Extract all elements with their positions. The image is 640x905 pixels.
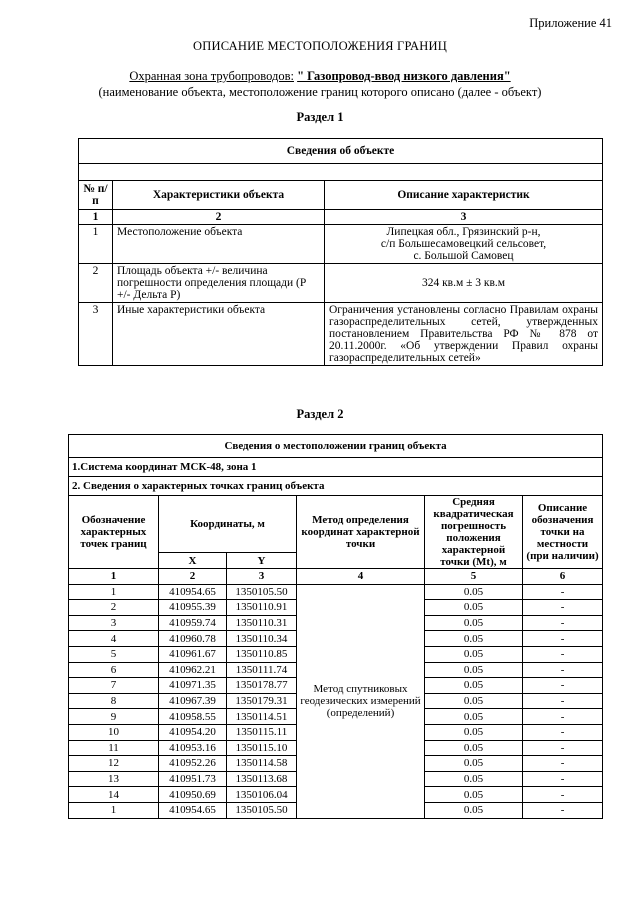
point-description: - — [523, 724, 603, 740]
point-description: - — [523, 600, 603, 616]
point-description: - — [523, 646, 603, 662]
point-description: - — [523, 584, 603, 600]
coord-y: 1350110.31 — [227, 615, 297, 631]
appendix-label: Приложение 41 — [529, 16, 612, 30]
col-number: 1 — [79, 210, 113, 225]
object-info-table — [78, 138, 603, 366]
coord-y: 1350114.51 — [227, 709, 297, 725]
coord-x: 410950.69 — [159, 787, 227, 803]
page-title: ОПИСАНИЕ МЕСТОПОЛОЖЕНИЯ ГРАНИЦ — [193, 39, 447, 53]
accuracy-value: 0.05 — [425, 662, 523, 678]
point-description: - — [523, 709, 603, 725]
coord-y: 1350110.85 — [227, 646, 297, 662]
header-coords: Координаты, м — [159, 496, 297, 553]
coord-x: 410951.73 — [159, 771, 227, 787]
row-num: 1 — [79, 225, 113, 264]
point-id: 7 — [69, 678, 159, 694]
point-description: - — [523, 693, 603, 709]
point-id: 8 — [69, 693, 159, 709]
point-id: 1 — [69, 802, 159, 818]
object-table-spacer — [79, 164, 603, 181]
coord-y: 1350115.11 — [227, 724, 297, 740]
zone-prefix: Охранная зона трубопроводов: — [129, 69, 294, 83]
coord-y: 1350111.74 — [227, 662, 297, 678]
point-description: - — [523, 802, 603, 818]
coord-y: 1350113.68 — [227, 771, 297, 787]
point-id: 1 — [69, 584, 159, 600]
accuracy-value: 0.05 — [425, 646, 523, 662]
section-2-title: Раздел 2 — [296, 407, 344, 421]
accuracy-value: 0.05 — [425, 787, 523, 803]
point-id: 11 — [69, 740, 159, 756]
point-description: - — [523, 740, 603, 756]
col-number: 6 — [523, 569, 603, 585]
coord-x: 410958.55 — [159, 709, 227, 725]
point-id: 6 — [69, 662, 159, 678]
row-num: 2 — [79, 264, 113, 303]
zone-note: (наименование объекта, местоположение границ которого описано (далее - объект) — [98, 85, 542, 99]
point-id: 12 — [69, 756, 159, 772]
col-number: 3 — [227, 569, 297, 585]
location-line: с. Большой Самовец — [413, 250, 514, 262]
boundary-table-title: Сведения о местоположении границ объекта — [69, 435, 603, 458]
accuracy-value: 0.05 — [425, 709, 523, 725]
header-accuracy: Средняя квадратическая погрешность положения характерной точки (Mt), м — [425, 496, 523, 569]
header-y: Y — [227, 553, 297, 569]
row-characteristic: Иные характеристики объекта — [113, 303, 325, 366]
accuracy-value: 0.05 — [425, 584, 523, 600]
location-line: Липецкая обл., Грязинский р-н, — [386, 226, 541, 238]
accuracy-value: 0.05 — [425, 600, 523, 616]
point-description: - — [523, 756, 603, 772]
coord-x: 410961.67 — [159, 646, 227, 662]
coord-y: 1350179.31 — [227, 693, 297, 709]
coord-x: 410953.16 — [159, 740, 227, 756]
table-row — [79, 264, 603, 303]
header-point-description: Описание обозначения точки на местности (при наличии) — [523, 496, 603, 569]
point-description: - — [523, 678, 603, 694]
coord-y: 1350114.58 — [227, 756, 297, 772]
zone-line — [0, 69, 640, 84]
point-id: 3 — [69, 615, 159, 631]
accuracy-value: 0.05 — [425, 802, 523, 818]
row-description: 324 кв.м ± 3 кв.м — [325, 264, 603, 303]
coord-y: 1350110.91 — [227, 600, 297, 616]
coord-x: 410971.35 — [159, 678, 227, 694]
col-number: 3 — [325, 210, 603, 225]
accuracy-value: 0.05 — [425, 678, 523, 694]
row-description — [325, 225, 603, 264]
coord-y: 1350106.04 — [227, 787, 297, 803]
table-row — [79, 225, 603, 264]
point-id: 9 — [69, 709, 159, 725]
header-point: Обозначение характерных точек границ — [69, 496, 159, 569]
point-id: 14 — [69, 787, 159, 803]
coord-y: 1350115.10 — [227, 740, 297, 756]
accuracy-value: 0.05 — [425, 693, 523, 709]
location-line: с/п Большесамовецкий сельсовет, — [380, 238, 547, 250]
coord-y: 1350110.34 — [227, 631, 297, 647]
accuracy-value: 0.05 — [425, 740, 523, 756]
row-num: 3 — [79, 303, 113, 366]
row-description: Ограничения установлены согласно Правилам охраны газораспределительных сетей, утвержденных постановлением Правительства РФ № 878 от 20.11.2000г. «Об утверждении Правил охраны газораспределительных сетей» — [325, 303, 603, 366]
row-characteristic: Площадь объекта +/- величина погрешности определения площади (Р +/- Дельта Р) — [113, 264, 325, 303]
table-row — [79, 303, 603, 366]
coord-x: 410954.65 — [159, 802, 227, 818]
object-table-title: Сведения об объекте — [79, 139, 603, 164]
accuracy-value: 0.05 — [425, 615, 523, 631]
point-id: 4 — [69, 631, 159, 647]
coord-x: 410959.74 — [159, 615, 227, 631]
point-description: - — [523, 787, 603, 803]
point-id: 2 — [69, 600, 159, 616]
point-id: 10 — [69, 724, 159, 740]
accuracy-value: 0.05 — [425, 631, 523, 647]
col-number: 1 — [69, 569, 159, 585]
coord-x: 410960.78 — [159, 631, 227, 647]
coord-x: 410962.21 — [159, 662, 227, 678]
coord-x: 410955.39 — [159, 600, 227, 616]
col-number: 5 — [425, 569, 523, 585]
col-number: 2 — [113, 210, 325, 225]
header-x: X — [159, 553, 227, 569]
accuracy-value: 0.05 — [425, 724, 523, 740]
point-description: - — [523, 631, 603, 647]
col-number: 2 — [159, 569, 227, 585]
accuracy-value: 0.05 — [425, 771, 523, 787]
method-cell: Метод спутниковых геодезических измерений (определений) — [297, 584, 425, 818]
points-subtitle: 2. Сведения о характерных точках границ объекта — [69, 477, 603, 496]
points-body — [69, 584, 603, 818]
point-id: 5 — [69, 646, 159, 662]
coord-y: 1350178.77 — [227, 678, 297, 694]
coord-x: 410967.39 — [159, 693, 227, 709]
header-characteristic: Характеристики объекта — [113, 181, 325, 210]
accuracy-value: 0.05 — [425, 756, 523, 772]
boundary-points-table — [68, 434, 603, 819]
coord-x: 410954.20 — [159, 724, 227, 740]
row-characteristic: Местоположение объекта — [113, 225, 325, 264]
coord-y: 1350105.50 — [227, 584, 297, 600]
point-description: - — [523, 771, 603, 787]
header-method: Метод определения координат характерной точки — [297, 496, 425, 569]
point-description: - — [523, 615, 603, 631]
zone-name: " Газопровод-ввод низкого давления" — [297, 69, 511, 83]
point-id: 13 — [69, 771, 159, 787]
header-num: № п/п — [79, 181, 113, 210]
table-row — [69, 584, 603, 600]
section-1-title: Раздел 1 — [296, 110, 344, 124]
coord-y: 1350105.50 — [227, 802, 297, 818]
coordinate-system: 1.Система координат МСК-48, зона 1 — [69, 458, 603, 477]
point-description: - — [523, 662, 603, 678]
coord-x: 410952.26 — [159, 756, 227, 772]
col-number: 4 — [297, 569, 425, 585]
header-description: Описание характеристик — [325, 181, 603, 210]
coord-x: 410954.65 — [159, 584, 227, 600]
